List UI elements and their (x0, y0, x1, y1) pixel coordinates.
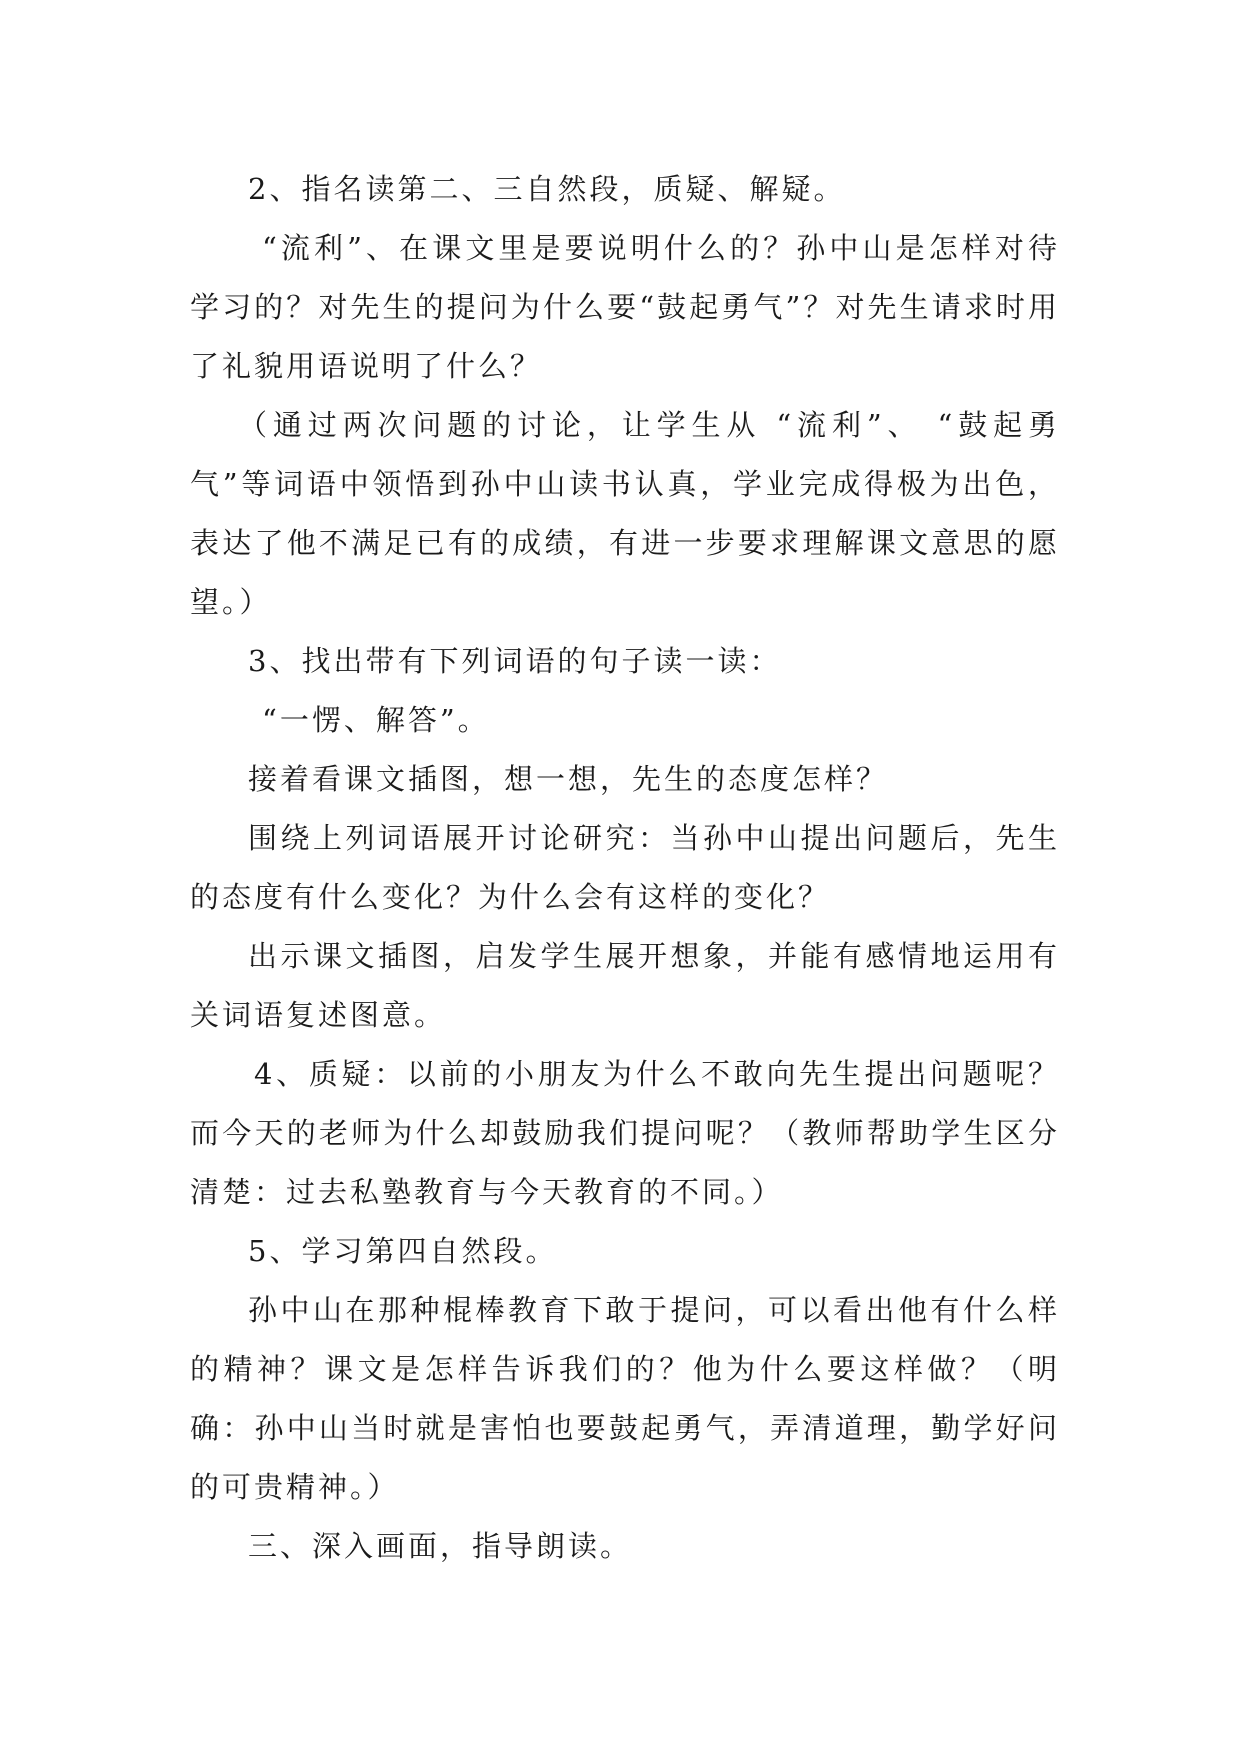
paragraph-questions-fluency: “流利”、在课文里是要说明什么的？孙中山是怎样对待学习的？对先生的提问为什么要“鼓起勇气”？对先生请求时用了礼貌用语说明了什么？ (190, 231, 1060, 383)
paragraph-step-3: 3、找出带有下列词语的句子读一读： (248, 644, 782, 678)
paragraph-step-4: 4、质疑：以前的小朋友为什么不敢向先生提出问题呢？而今天的老师为什么却鼓励我们提问呢？（教师帮助学生区分清楚：过去私塾教育与今天教育的不同。） (190, 1057, 1060, 1209)
paragraph-key-words: “一愣、解答”。 (262, 703, 490, 737)
paragraph-spirit-question: 孙中山在那种棍棒教育下敢于提问，可以看出他有什么样的精神？课文是怎样告诉我们的？他为什么要这样做？（明确：孙中山当时就是害怕也要鼓起勇气，弄清道理，勤学好问的可贵精神。） (190, 1293, 1060, 1504)
paragraph-discussion-note: （通过两次问题的讨论，让学生从 “流利”、 “鼓起勇气”等词语中领悟到孙中山读书认真，学业完成得极为出色，表达了他不满足已有的成绩，有进一步要求理解课文意思的愿望。） (190, 408, 1060, 619)
paragraph-section-three: 三、深入画面，指导朗读。 (248, 1529, 633, 1563)
paragraph-discussion-research: 围绕上列词语展开讨论研究：当孙中山提出问题后，先生的态度有什么变化？为什么会有这样的变化？ (190, 821, 1060, 914)
paragraph-look-illustration: 接着看课文插图，想一想，先生的态度怎样？ (248, 762, 889, 796)
document-body (190, 160, 1060, 1576)
paragraph-show-illustration: 出示课文插图，启发学生展开想象，并能有感情地运用有关词语复述图意。 (190, 939, 1060, 1032)
paragraph-step-5: 5、学习第四自然段。 (248, 1234, 558, 1268)
paragraph-step-2: 2、指名读第二、三自然段，质疑、解疑。 (248, 172, 846, 206)
